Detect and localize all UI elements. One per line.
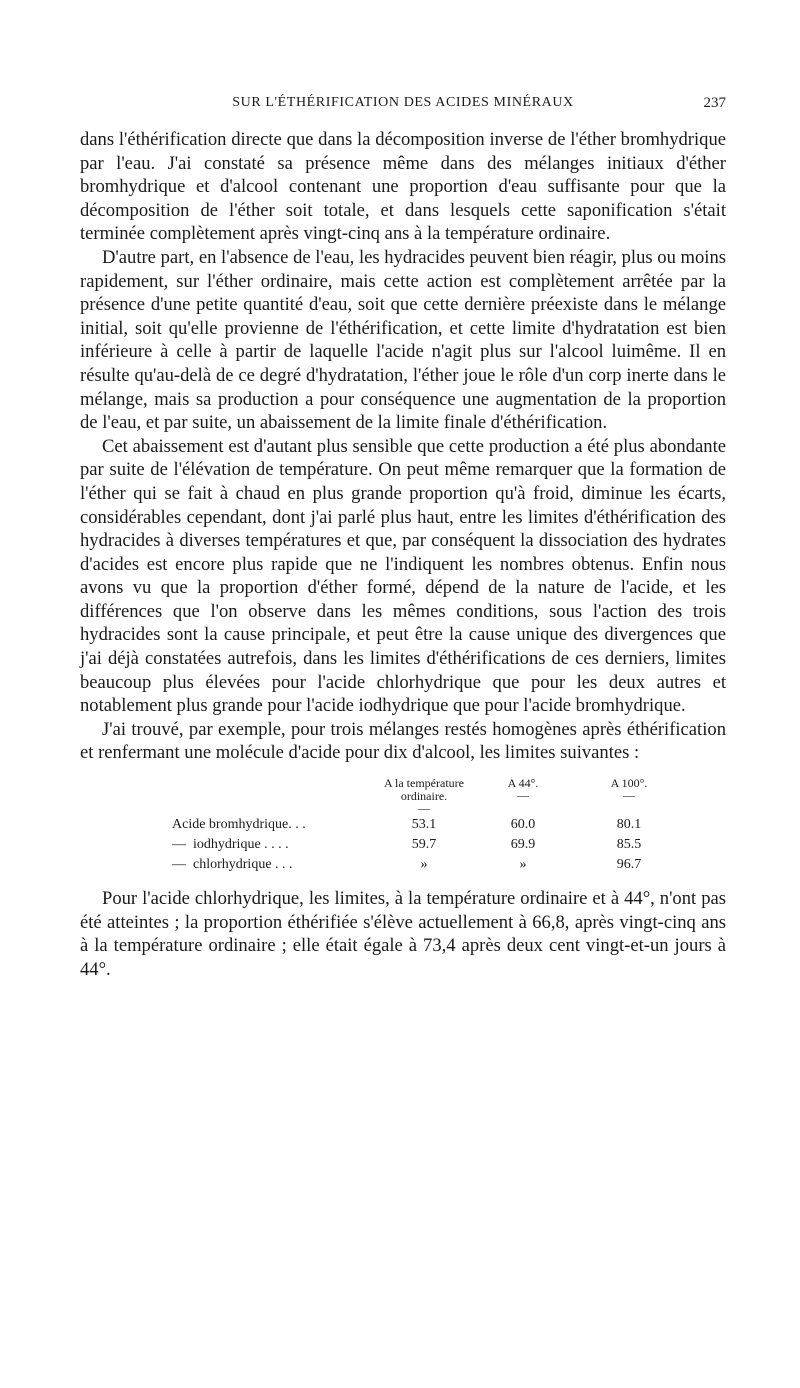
cell-ordinary-temp: 53.1 <box>411 817 437 833</box>
table-header-ordinary-temp <box>376 777 472 815</box>
cell-44: 60.0 <box>510 817 536 833</box>
cell-100: 96.7 <box>616 857 642 873</box>
row-label: — iodhydrique . . . . <box>172 837 289 853</box>
row-label: Acide bromhydrique. . . <box>172 817 306 833</box>
paragraph-5: Pour l'acide chlorhydrique, les limites, à la température ordinaire et à 44°, n'ont pas été atteintes ; la proportion éthérifiée s'élève actuellement à 66,8, après vingt-cinq ans à la température ordinaire ; elle était égale à 73,4 après deux cent vingt-et-un jours à 44°. <box>80 888 726 980</box>
header-100-label: A 100°. <box>610 776 648 791</box>
paragraph-4: J'ai trouvé, par exemple, pour trois mélanges restés homogènes après éthérification et renfermant une molécule d'acide pour dix d'alcool, les limites suivantes : <box>80 718 726 764</box>
header-dash: — <box>517 788 529 803</box>
cell-44: » <box>519 857 527 873</box>
cell-100: 80.1 <box>616 817 642 833</box>
table-row <box>172 815 684 835</box>
page-header <box>80 95 726 121</box>
running-title: SUR L'ÉTHÉRIFICATION DES ACIDES MINÉRAUX <box>232 95 574 110</box>
cell-ordinary-temp: 59.7 <box>411 837 437 853</box>
row-label: — chlorhydrique . . . <box>172 857 293 873</box>
table-header-empty <box>172 777 376 815</box>
header-ordinary-temp-label: A la température ordinaire. <box>384 776 464 804</box>
paragraph-3: Cet abaissement est d'autant plus sensible que cette production a été plus abondante par suite de l'élévation de température. On peut même remarquer que la formation de l'éther qui se fait à chaud en plus grande proportion qu'à froid, diminue les écarts, considérables cependant, dont j'ai parlé plus haut, entre les limites d'éthérification des hydracides à diverses températures et que, par conséquent la dissociation des hydrates d'acides est encore plus rapide que ne l'indiquent les nombres obtenus. Enfin nous avons vu que la proportion d'éther formé, dépend de la nature de l'acide, et les différences que l'on observe dans les mêmes conditions, sous l'action des trois hydracides sont la cause principale, et peut être la cause unique des divergences que j'ai déjà constatées autrefois, dans les limites d'éthérifications de ces derniers, limites beaucoup plus élevées pour l'acide chlorhydrique que pour les deux autres et notablement plus grande pour l'acide iodhydrique que pour l'acide bromhydrique. <box>80 435 726 717</box>
table-row <box>172 835 684 855</box>
ether-limits-table <box>172 777 684 875</box>
paragraph-2: D'autre part, en l'absence de l'eau, les hydracides peuvent bien réagir, plus ou moins rapidement, sur l'éther ordinaire, mais cette action est complètement arrêtée par la présence d'une petite quantité d'eau, soit que cette dernière préexiste dans le mélange initial, soit qu'elle provienne de l'éthérification, et cette limite d'hydratation est bien inférieure à celle à partir de laquelle l'acide n'agit plus sur l'alcool luimême. Il en résulte qu'au-delà de ce degré d'hydratation, l'éther joue le rôle d'un corp inerte dans le mélange, mais sa production a pour conséquence une augmentation de la proportion de l'eau, et par suite, un abaissement de la limite finale d'éthérification. <box>80 246 726 434</box>
header-44-label: A 44°. <box>507 776 539 791</box>
cell-44: 69.9 <box>510 837 536 853</box>
body-text <box>80 128 726 981</box>
cell-ordinary-temp: » <box>420 857 428 873</box>
page-number: 237 <box>703 95 726 111</box>
table-row <box>172 855 684 875</box>
cell-100: 85.5 <box>616 837 642 853</box>
table-header-row <box>172 777 684 815</box>
header-dash: — <box>418 801 430 816</box>
table-header-100 <box>574 777 684 815</box>
header-dash: — <box>623 788 635 803</box>
paragraph-1: dans l'éthérification directe que dans la décomposition inverse de l'éther bromhydrique par l'eau. J'ai constaté sa présence même dans des mélanges initiaux d'éther bromhydrique et d'alcool contenant une proportion d'eau suffisante pour que la décomposition de l'éther soit totale, et dans lesquels cette saponification s'était terminée complètement après vingt-cinq ans à la température ordinaire. <box>80 129 726 245</box>
table-header-44 <box>472 777 574 815</box>
